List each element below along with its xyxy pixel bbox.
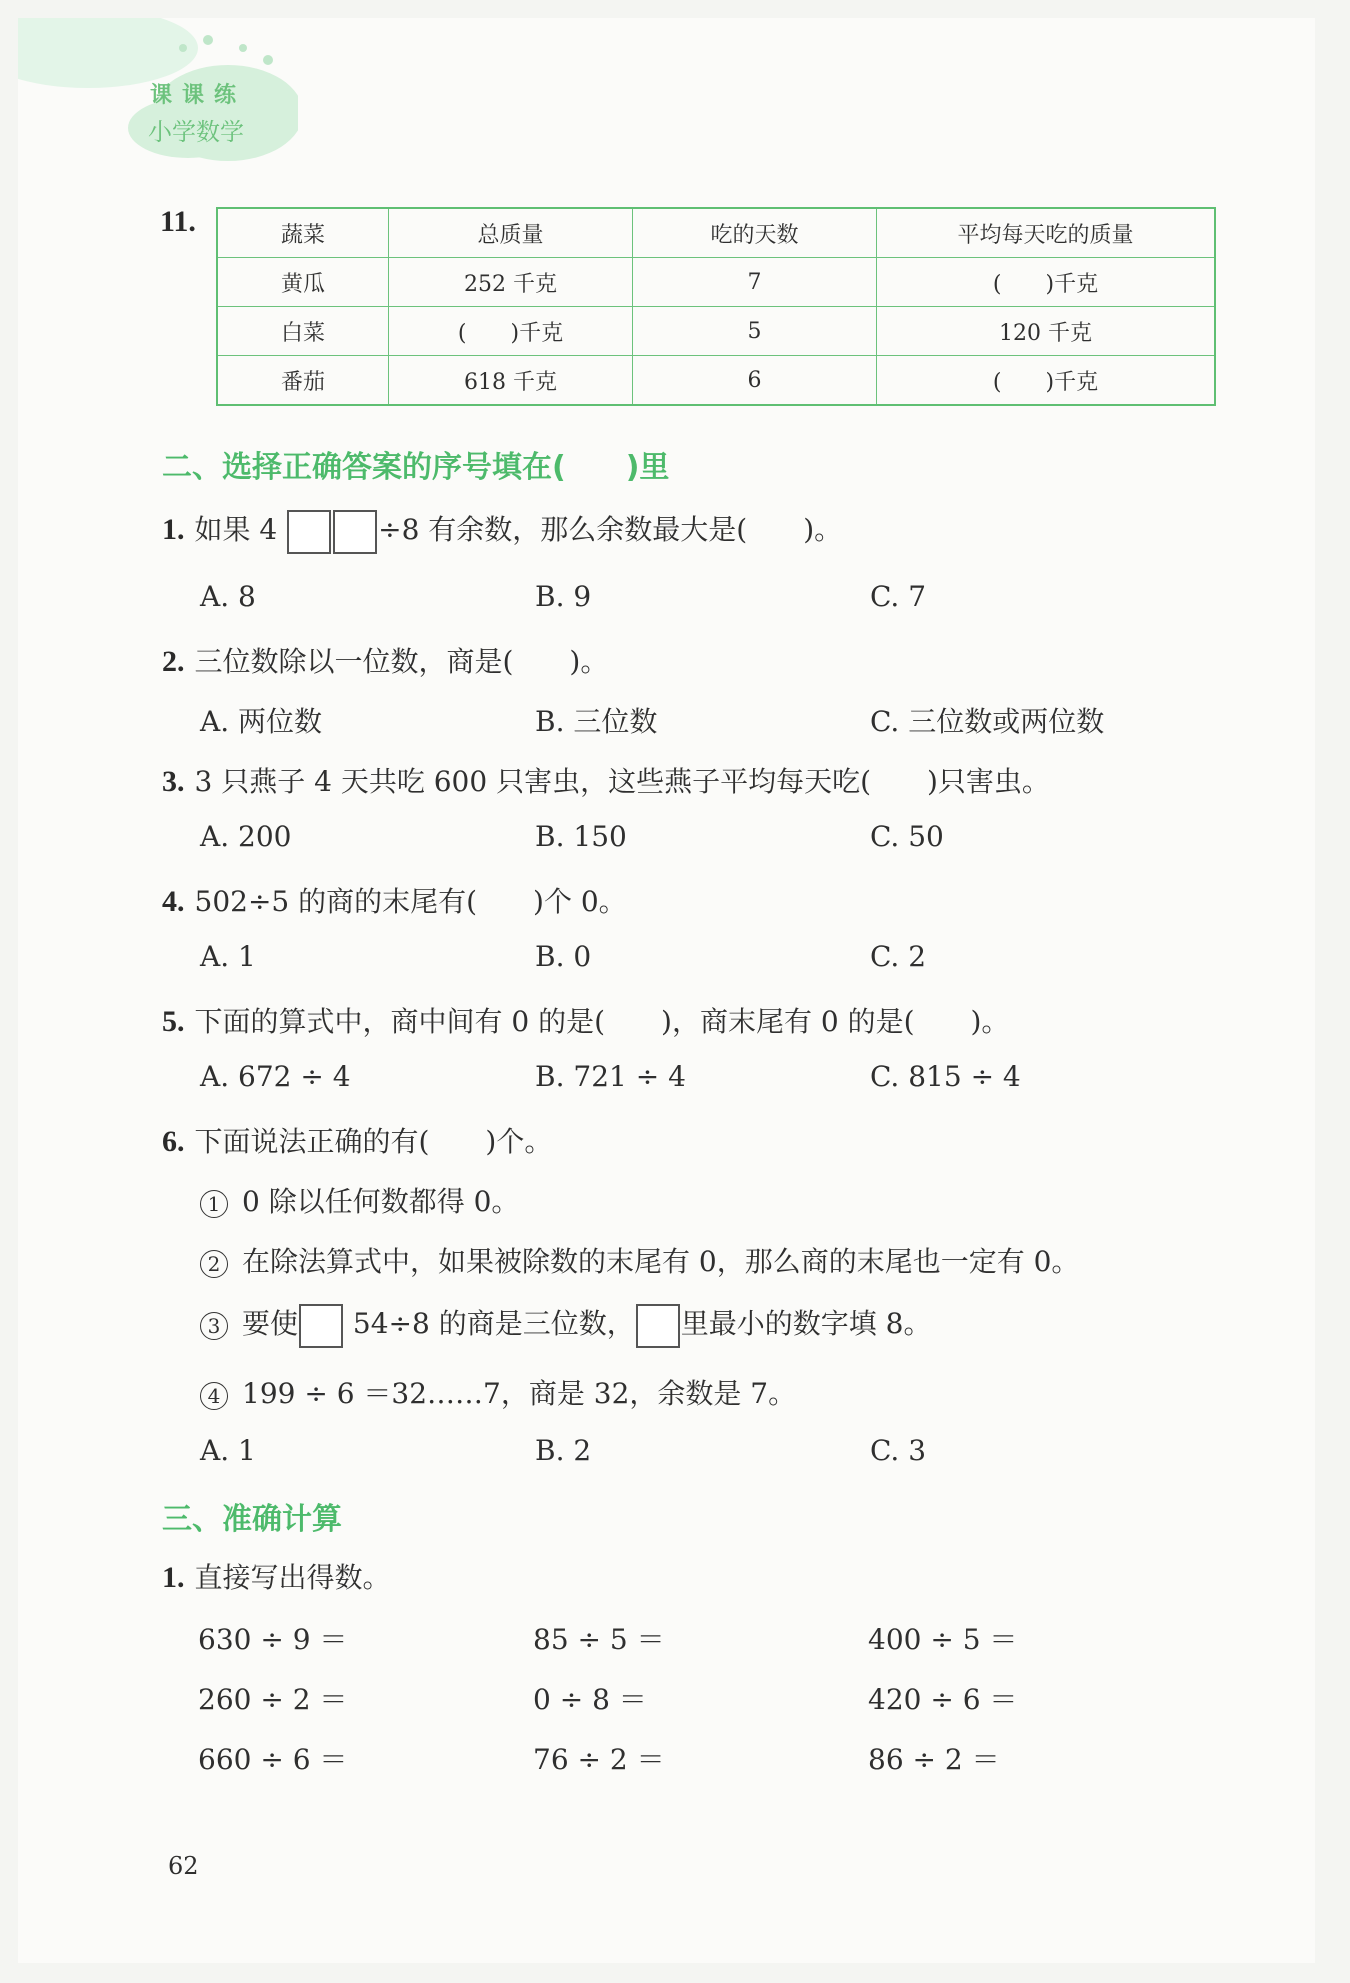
q11-table (216, 207, 1216, 406)
statement-1 (200, 1180, 519, 1220)
question-number: 4. (162, 885, 185, 918)
question-text: 直接写出得数。 (194, 1561, 391, 1594)
calc-item[interactable]: 76 ÷ 2 ＝ (533, 1743, 665, 1776)
circled-number: 2 (200, 1250, 228, 1278)
digit-box[interactable] (333, 510, 377, 554)
table-cell: 252 千克 (389, 258, 633, 307)
table-cell-answer-blank[interactable]: ( )千克 (389, 307, 633, 356)
header-title: 课课练 (150, 83, 247, 108)
digit-box[interactable] (287, 510, 331, 554)
option-b[interactable]: B. 0 (535, 940, 592, 973)
circled-number: 1 (200, 1190, 228, 1218)
option-a[interactable]: A. 672 ÷ 4 (200, 1060, 351, 1093)
calc-item[interactable]: 400 ÷ 5 ＝ (868, 1623, 1018, 1656)
statement-text: 在除法算式中，如果被除数的末尾有 0，那么商的末尾也一定有 0。 (242, 1245, 1080, 1278)
question-text: 3 只燕子 4 天共吃 600 只害虫，这些燕子平均每天吃( )只害虫。 (194, 765, 1050, 798)
s2-q4 (162, 880, 627, 920)
table-header-row (217, 208, 1215, 258)
option-c[interactable]: C. 2 (870, 940, 927, 973)
section3-title: 三、准确计算 (162, 1502, 342, 1537)
question-number: 6. (162, 1125, 185, 1158)
table-header-cell: 蔬菜 (217, 208, 389, 258)
option-b[interactable]: B. 三位数 (535, 705, 658, 738)
option-a[interactable]: A. 两位数 (200, 705, 323, 738)
calc-item[interactable]: 660 ÷ 6 ＝ (198, 1743, 348, 1776)
table-row (217, 356, 1215, 406)
calc-item[interactable]: 420 ÷ 6 ＝ (868, 1683, 1018, 1716)
question-text: 如果 4 (194, 513, 278, 546)
calc-item[interactable]: 630 ÷ 9 ＝ (198, 1623, 348, 1656)
s2-q3 (162, 760, 1050, 800)
digit-box[interactable] (636, 1304, 680, 1348)
option-a[interactable]: A. 1 (200, 1434, 256, 1467)
option-b[interactable]: B. 2 (535, 1434, 592, 1467)
question-text: 502÷5 的商的末尾有( )个 0。 (194, 885, 627, 918)
statement-text: 54÷8 的商是三位数， (352, 1307, 635, 1340)
statement-4 (200, 1372, 796, 1412)
option-c[interactable]: C. 7 (870, 580, 927, 613)
question-number: 2. (162, 645, 185, 678)
option-a[interactable]: A. 1 (200, 940, 256, 973)
s2-q1 (162, 508, 842, 554)
statement-text: 里最小的数字填 8。 (680, 1307, 932, 1340)
option-b[interactable]: B. 9 (535, 580, 592, 613)
s2-q2 (162, 640, 608, 680)
option-c[interactable]: C. 50 (870, 820, 944, 853)
option-a[interactable]: A. 200 (200, 820, 292, 853)
calc-item[interactable]: 85 ÷ 5 ＝ (533, 1623, 665, 1656)
question-text: 下面说法正确的有( )个。 (194, 1125, 553, 1158)
header-subtitle: 小学数学 (148, 118, 244, 146)
section2-title: 二、选择正确答案的序号填在( )里 (162, 450, 670, 485)
question-number: 3. (162, 765, 185, 798)
question-number: 1. (162, 1561, 185, 1594)
statement-3 (200, 1302, 931, 1348)
s2-q5 (162, 1000, 1009, 1040)
calc-item[interactable]: 0 ÷ 8 ＝ (533, 1683, 647, 1716)
statement-2 (200, 1240, 1079, 1280)
statement-text: 要使 (242, 1307, 299, 1340)
statement-text: 0 除以任何数都得 0。 (242, 1185, 520, 1218)
option-b[interactable]: B. 150 (535, 820, 627, 853)
statement-text: 199 ÷ 6 ＝32……7，商是 32，余数是 7。 (242, 1377, 797, 1410)
digit-box[interactable] (299, 1304, 343, 1348)
table-header-cell: 吃的天数 (633, 208, 877, 258)
table-cell: 5 (633, 307, 877, 356)
table-row (217, 307, 1215, 356)
table-header-cell: 总质量 (389, 208, 633, 258)
table-cell: 黄瓜 (217, 258, 389, 307)
circled-number: 3 (200, 1312, 228, 1340)
calc-item[interactable]: 86 ÷ 2 ＝ (868, 1743, 1000, 1776)
q11-number: 11. (160, 205, 196, 238)
calc-item[interactable]: 260 ÷ 2 ＝ (198, 1683, 348, 1716)
s3-q1 (162, 1556, 391, 1596)
table-cell: 618 千克 (389, 356, 633, 406)
table-cell: 120 千克 (877, 307, 1216, 356)
table-cell-answer-blank[interactable]: ( )千克 (877, 258, 1216, 307)
table-cell: 7 (633, 258, 877, 307)
option-a[interactable]: A. 8 (200, 580, 256, 613)
s2-q6 (162, 1120, 552, 1160)
table-cell: 白菜 (217, 307, 389, 356)
option-c[interactable]: C. 三位数或两位数 (870, 705, 1105, 738)
question-text: ÷8 有余数，那么余数最大是( )。 (378, 513, 843, 546)
question-text: 下面的算式中，商中间有 0 的是( )，商末尾有 0 的是( )。 (194, 1005, 1010, 1038)
question-number: 1. (162, 513, 185, 546)
option-c[interactable]: C. 3 (870, 1434, 927, 1467)
table-row (217, 258, 1215, 307)
option-c[interactable]: C. 815 ÷ 4 (870, 1060, 1021, 1093)
table-header-cell: 平均每天吃的质量 (877, 208, 1216, 258)
table-cell-answer-blank[interactable]: ( )千克 (877, 356, 1216, 406)
question-number: 5. (162, 1005, 185, 1038)
table-cell: 番茄 (217, 356, 389, 406)
question-text: 三位数除以一位数，商是( )。 (194, 645, 609, 678)
page-number: 62 (168, 1852, 199, 1880)
table-cell: 6 (633, 356, 877, 406)
circled-number: 4 (200, 1382, 228, 1410)
option-b[interactable]: B. 721 ÷ 4 (535, 1060, 686, 1093)
